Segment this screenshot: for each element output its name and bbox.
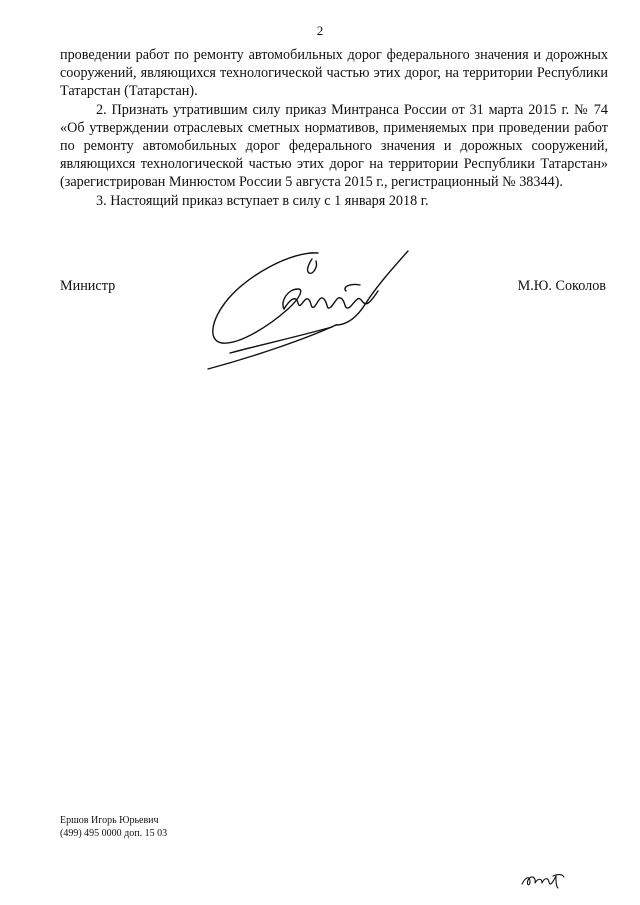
handwritten-signature	[200, 245, 420, 375]
page-number: 2	[316, 23, 324, 38]
executor-name: Ершов Игорь Юрьевич	[60, 815, 159, 826]
paragraph-item-2: 2. Признать утратившим силу приказ Минтранса России от 31 марта 2015 г. № 74 «Об утверждении отраслевых сметных нормативов, применяемых при проведении работ по ремонту автомобильных дорог федерального значения и дорожных сооружений, являющихся технологической частью этих дорог на территории Республики Татарстан» (зарегистрирован Минюстом России 5 августа 2015 г., регистрационный № 38344).	[60, 101, 608, 191]
paragraph-item-3: 3. Настоящий приказ вступает в силу с 1 января 2018 г.	[96, 192, 429, 209]
paragraph-continuation: проведении работ по ремонту автомобильных дорог федерального значения и дорожных сооружений, являющихся технологической частью этих дорог, на территории Республики Татарстан (Татарстан).	[60, 47, 608, 100]
signatory-name: М.Ю. Соколов	[517, 278, 606, 294]
document-body	[60, 46, 608, 210]
executor-phone: (499) 495 0000 доп. 15 03	[60, 827, 168, 839]
executor-info	[60, 815, 167, 840]
handwritten-initials	[520, 868, 566, 892]
signatory-title: Министр	[60, 278, 116, 294]
